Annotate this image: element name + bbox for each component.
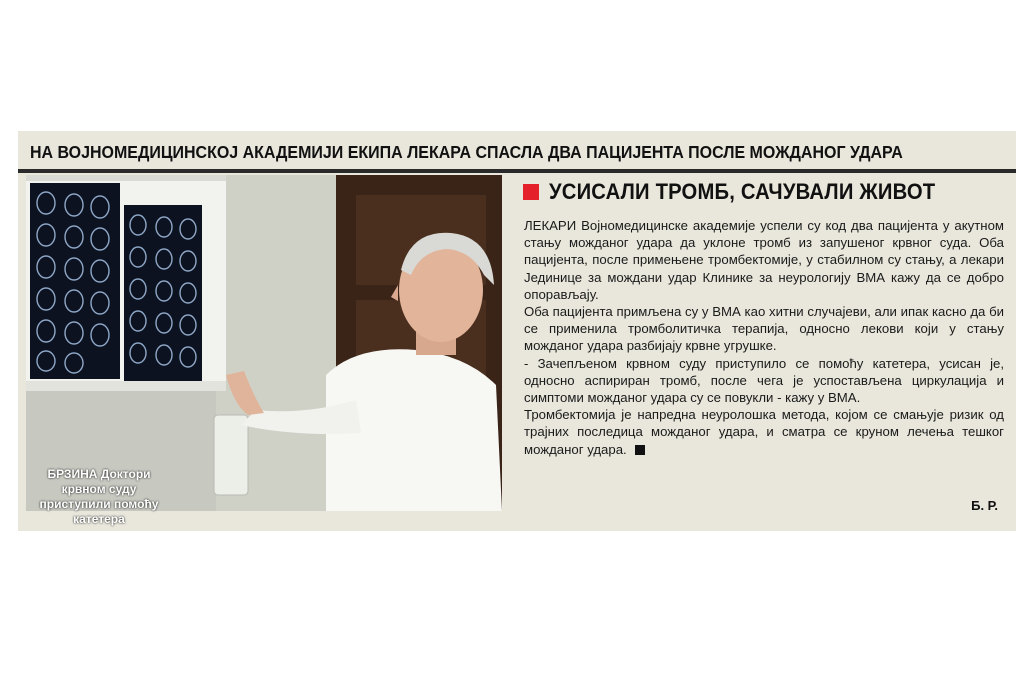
- caption-text: Доктори крвном суду приступили помоћу катетера: [39, 467, 159, 526]
- newspaper-clipping: [18, 131, 1016, 531]
- end-mark-icon: [635, 445, 645, 455]
- red-square-icon: [523, 184, 539, 200]
- author-signature: Б. Р.: [971, 498, 998, 513]
- kicker-headline: НА ВОЈНОМЕДИЦИНСКОЈ АКАДЕМИЈИ ЕКИПА ЛЕКАРА СПАСЛА ДВА ПАЦИЈЕНТА ПОСЛЕ МОЖДАНОГ УДАРА: [30, 142, 903, 162]
- article-photo: [26, 175, 502, 526]
- photo-caption: [34, 467, 164, 527]
- paragraph: - Зачепљеном крвном суду приступило се помоћу катетера, усисан је, односно аспириран тромб, после чега је успостављена циркулација и симптоми можданог удара су се повукли - кажу у ВМА.: [524, 355, 1004, 406]
- article-body: [524, 217, 1004, 458]
- paragraph-last: [524, 406, 1004, 458]
- kicker-rule: [18, 169, 1016, 173]
- paragraph: Тромбектомија је напредна неуролошка метода, којом се смањује ризик од трајних последица можданог удара, и сматра се круном лечења тешког можданог удара.: [524, 407, 1004, 457]
- caption-lead: БРЗИНА: [47, 467, 98, 481]
- doctor-photo-illustration: [26, 175, 502, 511]
- paragraph: Оба пацијента примљена су у ВМА као хитни случајеви, али ипак касно да би се применила тромболитичка терапија, односно лекови који у стању можданог удара разбијају крвне угрушке.: [524, 304, 1004, 354]
- article-headline: [523, 177, 983, 207]
- paragraph: ЛЕКАРИ Војномедицинске академије успели су код два пацијента у акутном стању можданог удара да уклоне тромб из запушеног крвног суда. Оба пацијента, после примењене тромбектомије, у стабилном су стању, а лекари Јединице за мождани удар Клинике за неурологију ВМА кажу да се добро опорављају.: [524, 218, 1004, 302]
- headline-text: УСИСАЛИ ТРОМБ, САЧУВАЛИ ЖИВОТ: [549, 179, 936, 204]
